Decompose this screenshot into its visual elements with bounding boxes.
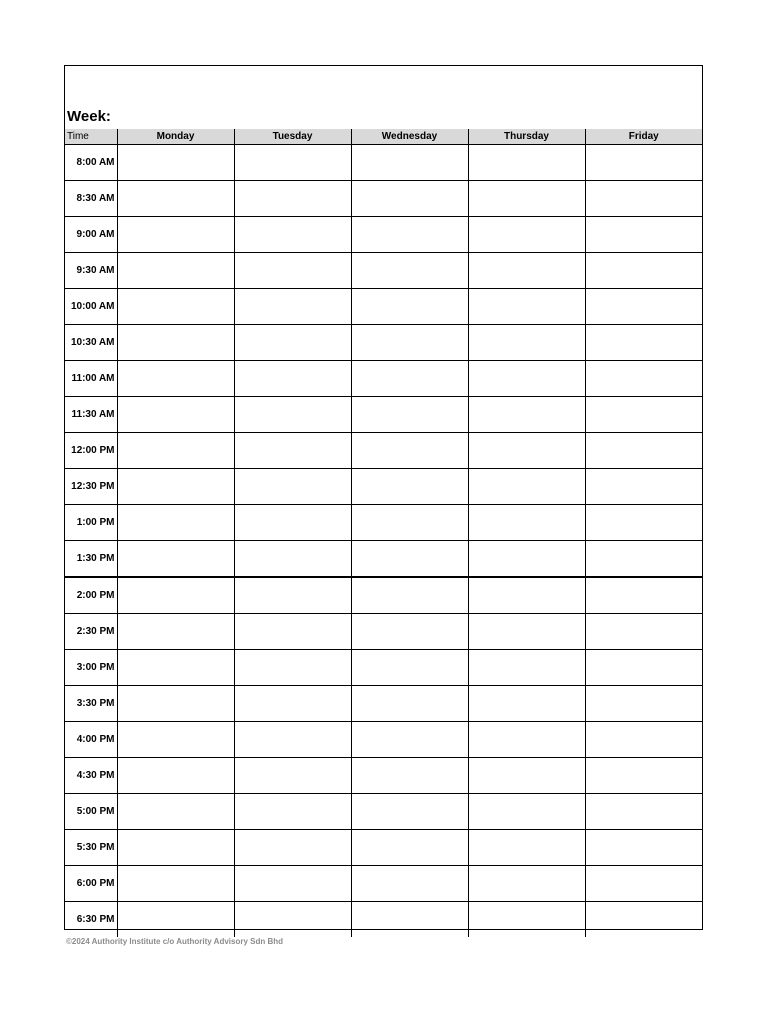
- slot-cell-thursday[interactable]: [468, 289, 585, 325]
- time-slot-row: [65, 361, 702, 397]
- slot-cell-friday[interactable]: [585, 361, 702, 397]
- slot-cell-thursday[interactable]: [468, 541, 585, 578]
- slot-cell-tuesday[interactable]: [234, 505, 351, 541]
- slot-cell-tuesday[interactable]: [234, 325, 351, 361]
- time-slot-label: 10:30 AM: [65, 325, 117, 361]
- time-slot-label: 9:30 AM: [65, 253, 117, 289]
- slot-cell-tuesday[interactable]: [234, 758, 351, 794]
- slot-cell-thursday[interactable]: [468, 217, 585, 253]
- slot-cell-wednesday[interactable]: [351, 614, 468, 650]
- slot-cell-friday[interactable]: [585, 541, 702, 578]
- time-slot-label: 5:30 PM: [65, 830, 117, 866]
- slot-cell-monday[interactable]: [117, 505, 234, 541]
- time-slot-row: [65, 722, 702, 758]
- slot-cell-wednesday[interactable]: [351, 505, 468, 541]
- slot-cell-wednesday[interactable]: [351, 469, 468, 505]
- time-slot-label: 12:30 PM: [65, 469, 117, 505]
- slot-cell-wednesday[interactable]: [351, 722, 468, 758]
- slot-cell-thursday[interactable]: [468, 469, 585, 505]
- time-slot-row: [65, 469, 702, 505]
- slot-cell-wednesday[interactable]: [351, 830, 468, 866]
- slot-cell-friday[interactable]: [585, 145, 702, 181]
- slot-cell-monday[interactable]: [117, 397, 234, 433]
- schedule-table: [65, 129, 702, 937]
- slot-cell-tuesday[interactable]: [234, 830, 351, 866]
- slot-cell-monday[interactable]: [117, 722, 234, 758]
- time-slot-row: [65, 397, 702, 433]
- time-slot-row: [65, 577, 702, 614]
- slot-cell-friday[interactable]: [585, 505, 702, 541]
- slot-cell-wednesday[interactable]: [351, 866, 468, 902]
- slot-cell-tuesday[interactable]: [234, 541, 351, 578]
- slot-cell-tuesday[interactable]: [234, 866, 351, 902]
- column-header-wednesday: Wednesday: [351, 129, 468, 145]
- slot-cell-monday[interactable]: [117, 469, 234, 505]
- slot-cell-wednesday[interactable]: [351, 325, 468, 361]
- slot-cell-friday[interactable]: [585, 794, 702, 830]
- slot-cell-tuesday[interactable]: [234, 145, 351, 181]
- slot-cell-monday[interactable]: [117, 541, 234, 578]
- slot-cell-monday[interactable]: [117, 794, 234, 830]
- slot-cell-friday[interactable]: [585, 686, 702, 722]
- slot-cell-thursday[interactable]: [468, 253, 585, 289]
- time-slot-label: 11:30 AM: [65, 397, 117, 433]
- time-slot-label: 2:00 PM: [65, 577, 117, 614]
- slot-cell-wednesday[interactable]: [351, 650, 468, 686]
- time-slot-label: 9:00 AM: [65, 217, 117, 253]
- time-slot-label: 1:30 PM: [65, 541, 117, 578]
- time-slot-label: 3:00 PM: [65, 650, 117, 686]
- time-slot-label: 6:30 PM: [65, 902, 117, 938]
- slot-cell-monday[interactable]: [117, 614, 234, 650]
- slot-cell-wednesday[interactable]: [351, 181, 468, 217]
- time-slot-row: [65, 145, 702, 181]
- slot-cell-tuesday[interactable]: [234, 289, 351, 325]
- column-header-tuesday: Tuesday: [234, 129, 351, 145]
- time-slot-row: [65, 614, 702, 650]
- time-slot-row: [65, 217, 702, 253]
- column-header-thursday: Thursday: [468, 129, 585, 145]
- slot-cell-wednesday[interactable]: [351, 686, 468, 722]
- time-slot-row: [65, 433, 702, 469]
- slot-cell-tuesday[interactable]: [234, 253, 351, 289]
- slot-cell-monday[interactable]: [117, 433, 234, 469]
- slot-cell-monday[interactable]: [117, 181, 234, 217]
- slot-cell-wednesday[interactable]: [351, 794, 468, 830]
- slot-cell-thursday[interactable]: [468, 397, 585, 433]
- slot-cell-monday[interactable]: [117, 902, 234, 938]
- slot-cell-thursday[interactable]: [468, 722, 585, 758]
- slot-cell-thursday[interactable]: [468, 145, 585, 181]
- slot-cell-friday[interactable]: [585, 758, 702, 794]
- slot-cell-friday[interactable]: [585, 722, 702, 758]
- time-slot-row: [65, 830, 702, 866]
- slot-cell-friday[interactable]: [585, 289, 702, 325]
- slot-cell-friday[interactable]: [585, 650, 702, 686]
- slot-cell-wednesday[interactable]: [351, 902, 468, 938]
- column-header-time: Time: [65, 129, 117, 145]
- slot-cell-monday[interactable]: [117, 866, 234, 902]
- time-slot-row: [65, 758, 702, 794]
- header-row: [65, 129, 702, 145]
- time-slot-row: [65, 541, 702, 578]
- slot-cell-tuesday[interactable]: [234, 614, 351, 650]
- slot-cell-tuesday[interactable]: [234, 794, 351, 830]
- slot-cell-friday[interactable]: [585, 217, 702, 253]
- time-slot-row: [65, 505, 702, 541]
- time-slot-row: [65, 866, 702, 902]
- slot-cell-tuesday[interactable]: [234, 902, 351, 938]
- time-slot-row: [65, 686, 702, 722]
- slot-cell-monday[interactable]: [117, 577, 234, 614]
- time-slot-row: [65, 253, 702, 289]
- slot-cell-thursday[interactable]: [468, 830, 585, 866]
- time-slot-label: 5:00 PM: [65, 794, 117, 830]
- slot-cell-wednesday[interactable]: [351, 253, 468, 289]
- time-slot-label: 11:00 AM: [65, 361, 117, 397]
- slot-cell-wednesday[interactable]: [351, 758, 468, 794]
- time-slot-row: [65, 181, 702, 217]
- slot-cell-friday[interactable]: [585, 325, 702, 361]
- time-slot-row: [65, 902, 702, 938]
- slot-cell-friday[interactable]: [585, 469, 702, 505]
- time-slot-row: [65, 289, 702, 325]
- slot-cell-wednesday[interactable]: [351, 433, 468, 469]
- slot-cell-tuesday[interactable]: [234, 577, 351, 614]
- time-slot-label: 4:00 PM: [65, 722, 117, 758]
- slot-cell-thursday[interactable]: [468, 902, 585, 938]
- slot-cell-tuesday[interactable]: [234, 397, 351, 433]
- slot-cell-friday[interactable]: [585, 181, 702, 217]
- slot-cell-wednesday[interactable]: [351, 397, 468, 433]
- slot-cell-thursday[interactable]: [468, 181, 585, 217]
- slot-cell-monday[interactable]: [117, 650, 234, 686]
- slot-cell-thursday[interactable]: [468, 505, 585, 541]
- slot-cell-friday[interactable]: [585, 902, 702, 938]
- time-slot-label: 8:30 AM: [65, 181, 117, 217]
- slot-cell-friday[interactable]: [585, 830, 702, 866]
- week-header-area: [65, 66, 702, 130]
- slot-cell-monday[interactable]: [117, 686, 234, 722]
- time-slot-row: [65, 794, 702, 830]
- time-slot-label: 6:00 PM: [65, 866, 117, 902]
- slot-cell-tuesday[interactable]: [234, 650, 351, 686]
- slot-cell-monday[interactable]: [117, 289, 234, 325]
- time-slot-label: 2:30 PM: [65, 614, 117, 650]
- slot-cell-tuesday[interactable]: [234, 469, 351, 505]
- slot-cell-monday[interactable]: [117, 253, 234, 289]
- slot-cell-thursday[interactable]: [468, 433, 585, 469]
- slot-cell-thursday[interactable]: [468, 686, 585, 722]
- slot-cell-friday[interactable]: [585, 433, 702, 469]
- slot-cell-monday[interactable]: [117, 325, 234, 361]
- slot-cell-tuesday[interactable]: [234, 181, 351, 217]
- slot-cell-tuesday[interactable]: [234, 433, 351, 469]
- time-slot-label: 3:30 PM: [65, 686, 117, 722]
- time-slot-label: 1:00 PM: [65, 505, 117, 541]
- schedule-sheet: [64, 65, 703, 930]
- slot-cell-tuesday[interactable]: [234, 722, 351, 758]
- slot-cell-friday[interactable]: [585, 253, 702, 289]
- slot-cell-monday[interactable]: [117, 830, 234, 866]
- slot-cell-friday[interactable]: [585, 866, 702, 902]
- slot-cell-friday[interactable]: [585, 397, 702, 433]
- time-slot-row: [65, 650, 702, 686]
- slot-cell-wednesday[interactable]: [351, 577, 468, 614]
- slot-cell-thursday[interactable]: [468, 758, 585, 794]
- time-slot-row: [65, 325, 702, 361]
- time-slot-label: 4:30 PM: [65, 758, 117, 794]
- copyright-footer: ©2024 Authority Institute c/o Authority Advisory Sdn Bhd: [66, 937, 284, 946]
- slot-cell-thursday[interactable]: [468, 650, 585, 686]
- slot-cell-tuesday[interactable]: [234, 686, 351, 722]
- column-header-friday: Friday: [585, 129, 702, 145]
- slot-cell-monday[interactable]: [117, 361, 234, 397]
- slot-cell-thursday[interactable]: [468, 794, 585, 830]
- slot-cell-tuesday[interactable]: [234, 217, 351, 253]
- slot-cell-monday[interactable]: [117, 217, 234, 253]
- slot-cell-monday[interactable]: [117, 145, 234, 181]
- slot-cell-friday[interactable]: [585, 614, 702, 650]
- slot-cell-wednesday[interactable]: [351, 217, 468, 253]
- week-label: Week:: [67, 108, 111, 125]
- time-slot-label: 12:00 PM: [65, 433, 117, 469]
- slot-cell-thursday[interactable]: [468, 325, 585, 361]
- slot-cell-wednesday[interactable]: [351, 145, 468, 181]
- slot-cell-thursday[interactable]: [468, 577, 585, 614]
- slot-cell-wednesday[interactable]: [351, 289, 468, 325]
- slot-cell-wednesday[interactable]: [351, 361, 468, 397]
- time-slot-label: 8:00 AM: [65, 145, 117, 181]
- column-header-monday: Monday: [117, 129, 234, 145]
- schedule-body: [65, 145, 702, 938]
- slot-cell-thursday[interactable]: [468, 866, 585, 902]
- slot-cell-friday[interactable]: [585, 577, 702, 614]
- time-slot-label: 10:00 AM: [65, 289, 117, 325]
- slot-cell-wednesday[interactable]: [351, 541, 468, 578]
- slot-cell-thursday[interactable]: [468, 361, 585, 397]
- slot-cell-thursday[interactable]: [468, 614, 585, 650]
- slot-cell-tuesday[interactable]: [234, 361, 351, 397]
- slot-cell-monday[interactable]: [117, 758, 234, 794]
